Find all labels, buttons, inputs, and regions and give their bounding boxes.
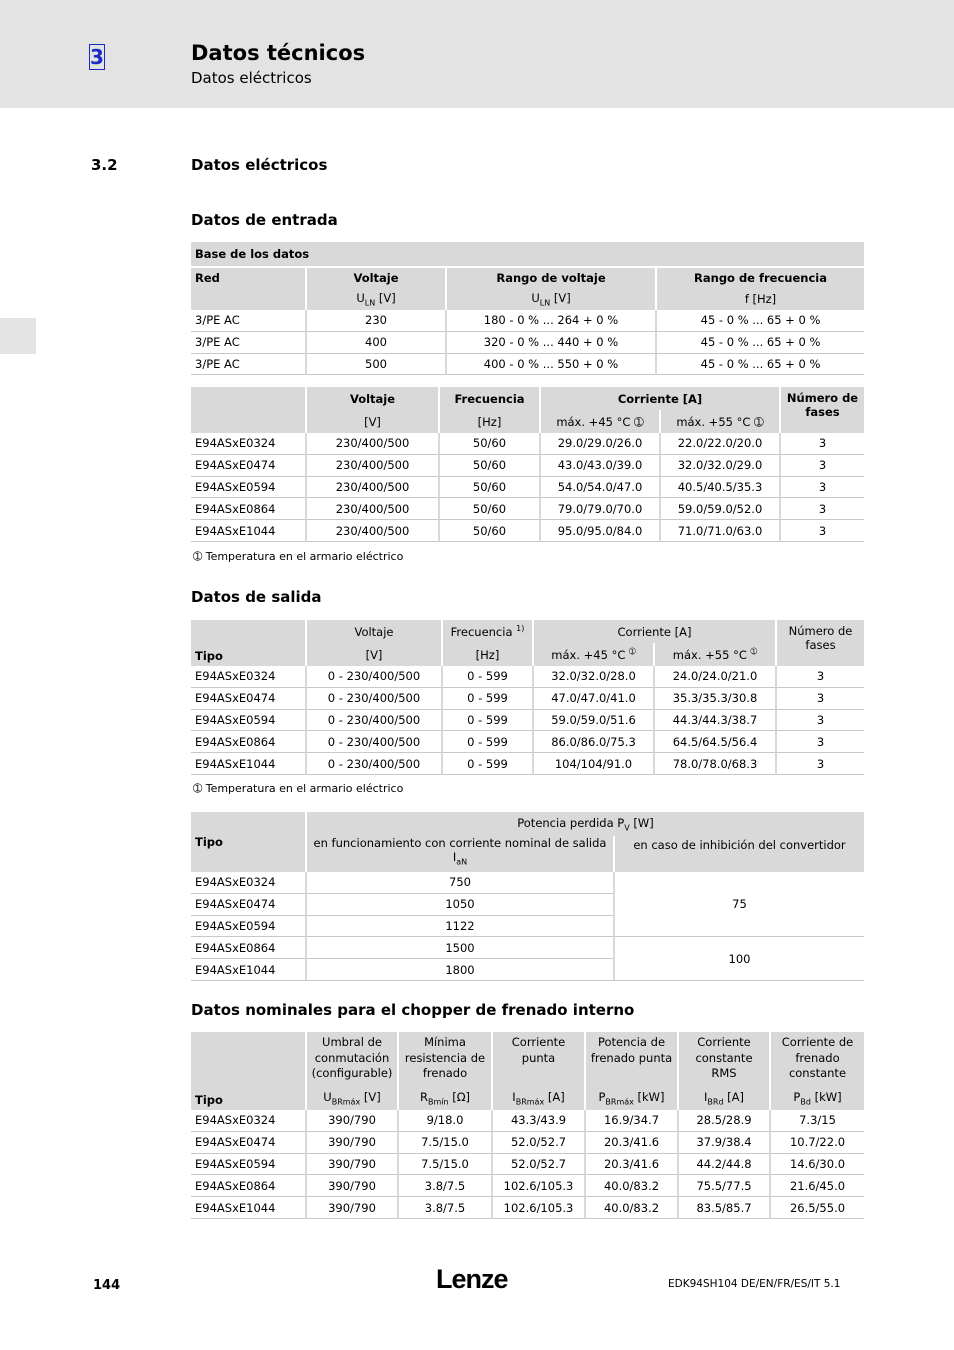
table-row: 3/PE AC 400 320 - 0 % ... 440 + 0 % 45 - 0 % ... 65 + 0 % [191,332,864,354]
input-base-table [191,242,864,375]
chapter-title: Datos técnicos [191,41,366,65]
unit-rango-frecuencia: f [Hz] [655,288,864,310]
table-row: 3/PE AC 230 180 - 0 % ... 264 + 0 % 45 - 0 % ... 65 + 0 % [191,310,864,332]
table-row: E94ASxE0474 0 - 230/400/500 0 - 599 47.0/47.0/41.0 35.3/35.3/30.8 3 [191,688,864,710]
chapter-subtitle: Datos eléctricos [191,69,312,87]
output-footnote: ➀ Temperatura en el armario eléctrico [193,782,404,795]
brake-chopper-table: Tipo Umbral de conmutación (configurable) Mínima resistencia de frenado Corriente punta Potencia de frenado punta Corriente constante RMS Corriente de frenado constante $U_{BRmáx}$ [V] $R_{Bmín}$ [Ω] $I_{BRmáx}$ [A] $P_{BRmáx}$ [kW] $I_{BRd}$ [A] $P_{Bd}$ [kW] E94ASxE0324 390/790 9/18.0 43.3/43.9 16.9/34.7 28.5/28.9 7.3/15 E94ASxE0474 390/790 7.5/15.0 52.0/52.7 20.3/41.6 37.9/38.4 10.7/22.0 E94ASxE0594 390/790 7.5/15.0 52.0/52.7 20.3/41.6 44.2/44.8 14.6/30.0 E94ASxE0864 390/790 3.8/7.5 102.6/105.3 40.0/83.2 75.5/77.5 21.6/45.0 E94ASxE1044 390/790 3.8/7.5 102.6/105.3 40.0/83.2 83.5/85.7 26.5/55.0 [191,1032,864,1219]
section-title: Datos eléctricos [191,156,328,174]
base-table-caption: Base de los datos [191,242,864,266]
table-row: E94ASxE0474 390/790 7.5/15.0 52.0/52.7 20.3/41.6 37.9/38.4 10.7/22.0 [191,1132,864,1154]
table-row: E94ASxE0864 390/790 3.8/7.5 102.6/105.3 40.0/83.2 75.5/77.5 21.6/45.0 [191,1175,864,1197]
output-heading: Datos de salida [191,588,322,606]
input-device-table: Voltaje Frecuencia Corriente [A] Número de fases [V] [Hz] máx. +45 °C ➀ máx. +55 °C ➀ E94ASxE0324 230/400/500 50/60 29.0/29.0/26.0 22.0/22.0/20.0 3 E94ASxE0474 230/400/500 50/60 43.0/43.0/39.0 32.0/32.0/29.0 3 E94ASxE0594 230/400/500 50/60 54.0/54.0/47.0 40.5/40.5/35.3 3 E94ASxE0864 230/400/500 50/60 79.0/79.0/70.0 59.0/59.0/52.0 3 E94ASxE1044 230/400/500 50/60 95.0/95.0/84.0 71.0/71.0/63.0 3 [191,387,864,542]
table-row: E94ASxE0594 390/790 7.5/15.0 52.0/52.7 20.3/41.6 44.2/44.8 14.6/30.0 [191,1154,864,1176]
table-row: E94ASxE0474 230/400/500 50/60 43.0/43.0/39.0 32.0/32.0/29.0 3 [191,455,864,477]
table-row: E94ASxE0594 0 - 230/400/500 0 - 599 59.0/59.0/51.6 44.3/44.3/38.7 3 [191,710,864,732]
input-footnote: ➀ Temperatura en el armario eléctrico [193,550,404,563]
table-row: E94ASxE0864 0 - 230/400/500 0 - 599 86.0/86.0/75.3 64.5/64.5/56.4 3 [191,731,864,753]
table-row: E94ASxE0864 230/400/500 50/60 79.0/79.0/70.0 59.0/59.0/52.0 3 [191,498,864,520]
table-row: E94ASxE1044 230/400/500 50/60 95.0/95.0/84.0 71.0/71.0/63.0 3 [191,520,864,542]
col-voltaje: Voltaje [305,266,445,288]
table-row: E94ASxE0324 390/790 9/18.0 43.3/43.9 16.9/34.7 28.5/28.9 7.3/15 [191,1110,864,1132]
table-row: E94ASxE0324 750 75 [191,872,864,894]
table-row: E94ASxE0474 1050 [191,894,864,916]
chapter-number[interactable]: 3 [90,45,104,69]
unit-rango-voltaje: $U_{LN}$ [V] [445,288,655,310]
section-number: 3.2 [91,156,118,174]
table-row: E94ASxE0324 230/400/500 50/60 29.0/29.0/26.0 22.0/22.0/20.0 3 [191,433,864,455]
table-row: E94ASxE0324 0 - 230/400/500 0 - 599 32.0/32.0/28.0 24.0/24.0/21.0 3 [191,666,864,688]
output-device-table: Tipo Voltaje Frecuencia $^{1)}$ Corriente [A] Número de fases [V] [Hz] máx. +45 °C $^➀$ máx. +55 °C $^➀$ E94ASxE0324 0 - 230/400/500 0 - 599 32.0/32.0/28.0 24.0/24.0/21.0 3 E94ASxE0474 0 - 230/400/500 0 - 599 47.0/47.0/41.0 35.3/35.3/30.8 3 E94ASxE0594 0 - 230/400/500 0 - 599 59.0/59.0/51.6 44.3/44.3/38.7 3 E94ASxE0864 0 - 230/400/500 0 - 599 86.0/86.0/75.3 64.5/64.5/56.4 3 E94ASxE1044 0 - 230/400/500 0 - 599 104/104/91.0 78.0/78.0/68.3 3 [191,620,864,775]
col-rango-frecuencia: Rango de frecuencia [655,266,864,288]
page-number: 144 [93,1278,121,1293]
chopper-heading: Datos nominales para el chopper de frenado interno [191,1001,635,1019]
power-loss-table: Tipo Potencia perdida $P_V$ [W] en funcionamiento con corriente nominal de salida $I_{aN}$ en caso de inhibición del convertidor E94ASxE0324 750 75 E94ASxE0474 1050 E94ASxE0594 1122 E94ASxE0864 1500 100 E94ASxE1044 1800 [191,812,864,981]
document-id: EDK94SH104 DE/EN/FR/ES/IT 5.1 [668,1278,841,1290]
lenze-logo [436,1262,516,1298]
table-row: E94ASxE0594 1122 [191,916,864,938]
table-row: E94ASxE1044 1800 [191,959,864,981]
chapter-side-tab [0,318,36,354]
input-heading: Datos de entrada [191,211,338,229]
col-rango-voltaje: Rango de voltaje [445,266,655,288]
page-header-band [0,0,954,108]
table-row: E94ASxE0594 230/400/500 50/60 54.0/54.0/47.0 40.5/40.5/35.3 3 [191,477,864,499]
col-red: Red [191,266,305,288]
unit-voltaje: $U_{LN}$ [V] [305,288,445,310]
svg-text:Lenze: Lenze [436,1264,508,1294]
table-row: E94ASxE1044 390/790 3.8/7.5 102.6/105.3 40.0/83.2 83.5/85.7 26.5/55.0 [191,1197,864,1219]
table-row: E94ASxE1044 0 - 230/400/500 0 - 599 104/104/91.0 78.0/78.0/68.3 3 [191,753,864,775]
table-row: E94ASxE0864 1500 100 [191,937,864,959]
table-row: 3/PE AC 500 400 - 0 % ... 550 + 0 % 45 - 0 % ... 65 + 0 % [191,354,864,376]
